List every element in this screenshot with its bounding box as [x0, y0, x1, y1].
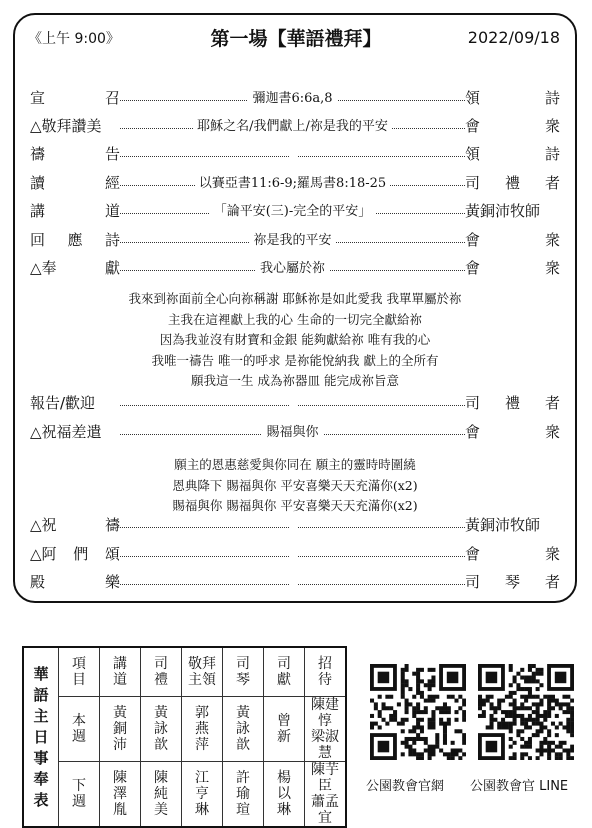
- program-person: 司 禮 者: [465, 174, 560, 192]
- offering-lyrics: [30, 289, 560, 392]
- program-row: [30, 200, 560, 222]
- schedule-cell: 黃詠歆: [223, 697, 264, 762]
- program-person: 會 衆: [465, 231, 560, 249]
- program-label: 禱 告: [30, 145, 120, 163]
- program-content: 賜福與你: [120, 421, 465, 440]
- program-row: [30, 229, 560, 251]
- schedule-header-sermon: 講道: [100, 647, 141, 697]
- service-date: 2022/09/18: [467, 28, 560, 47]
- program-content: 我心屬於祢: [120, 257, 465, 276]
- program-label: △敬拜讚美: [30, 117, 102, 135]
- program-content: 耶穌之名/我們獻上/祢是我的平安: [120, 115, 465, 134]
- program-person: 黃銅沛牧師: [465, 516, 541, 534]
- program-label: 回 應 詩: [30, 231, 120, 249]
- program-content: 「論平安(三)-完全的平安」: [120, 200, 465, 219]
- schedule-header-pianist: 司琴: [223, 647, 264, 697]
- lyric-line: 賜福與你 賜福與你 平安喜樂天天充滿你(x2): [172, 498, 418, 513]
- schedule-cell: 陳澤胤: [100, 762, 141, 828]
- line-qr-caption: 公園教會官 LINE: [470, 779, 569, 794]
- program-person: 黃銅沛牧師: [465, 202, 541, 220]
- program-person: 司 琴 者: [465, 573, 560, 591]
- program-row: [30, 543, 560, 565]
- program-content: [120, 392, 465, 407]
- program-label: 報告/歡迎: [30, 394, 96, 412]
- program-content: [120, 143, 465, 158]
- program-row: [30, 421, 560, 443]
- program-row: [30, 143, 560, 165]
- program-label: △阿 們 頌: [30, 545, 120, 563]
- schedule-cell: 江亨琳: [182, 762, 223, 828]
- schedule-row-this-week: [23, 697, 346, 762]
- program-label: △奉 獻: [30, 259, 120, 277]
- page-title: 第一場【華語禮拜】: [210, 28, 382, 50]
- program-content: [120, 543, 465, 558]
- schedule-cell: 黃銅沛: [100, 697, 141, 762]
- lyric-line: 因為我並沒有財寶和金銀 能夠獻給祢 唯有我的心: [159, 332, 431, 347]
- lyric-line: 我唯一禱告 唯一的呼求 是祢能悅納我 獻上的全所有: [151, 352, 439, 368]
- program-person: 司 禮 者: [465, 394, 560, 412]
- schedule-table: [22, 646, 347, 828]
- program-person: 會 衆: [465, 545, 560, 563]
- lyric-line: 願我這一生 成為祢器皿 能完成祢旨意: [191, 373, 399, 388]
- program-label: 讀 經: [30, 174, 120, 192]
- program-row: [30, 172, 560, 194]
- lyric-line: 恩典降下 賜福與你 平安喜樂天天充滿你(x2): [172, 477, 418, 493]
- lyric-line: 我來到祢面前全心向祢稱謝 耶穌祢是如此愛我 我單單屬於祢: [128, 291, 462, 306]
- website-qr-caption: 公園教會官網: [366, 779, 445, 794]
- program-row: [30, 115, 560, 137]
- program-label: 殿 樂: [30, 573, 120, 591]
- schedule-cell: 陳純美: [141, 762, 182, 828]
- schedule-cell: 黃詠歆: [141, 697, 182, 762]
- schedule-cell: 郭燕萍: [182, 697, 223, 762]
- program-person: 會 衆: [465, 259, 560, 277]
- website-qr-code[interactable]: [370, 664, 466, 760]
- program-label: 講 道: [30, 202, 120, 220]
- lyric-line: 願主的恩惠慈愛與你同在 願主的靈時時圍繞: [174, 457, 416, 472]
- line-qr-code[interactable]: [478, 664, 574, 760]
- blessing-lyrics: [30, 455, 560, 517]
- schedule-header-usher: 招待: [305, 647, 347, 697]
- schedule-cell: 許瑜瑄: [223, 762, 264, 828]
- program-content: [120, 571, 465, 586]
- program-label: △祝 禱: [30, 516, 120, 534]
- program-person: 領 詩: [465, 145, 560, 163]
- lyric-line: 主我在這裡獻上我的心 生命的一切完全獻給祢: [168, 311, 422, 327]
- schedule-cell: 曾新: [264, 697, 305, 762]
- program-content: 以賽亞書11:6-9;羅馬書8:18-25: [120, 172, 465, 191]
- program-label: 宣 召: [30, 89, 120, 107]
- program-row: [30, 87, 560, 109]
- program-person: 會 衆: [465, 117, 560, 135]
- schedule-header-offering: 司獻: [264, 647, 305, 697]
- program-label: △祝福差遣: [30, 423, 102, 441]
- program-row: [30, 392, 560, 414]
- schedule-cell: 陳建惇 梁淑慧: [305, 697, 347, 762]
- schedule-row-next-week: [23, 762, 346, 828]
- schedule-header-worship: 敬拜主領: [182, 647, 223, 697]
- schedule-week-label: 下週: [59, 762, 100, 828]
- schedule-title: 華語主日事奉表: [23, 647, 59, 827]
- schedule-cell: 楊以琳: [264, 762, 305, 828]
- schedule-header-item: 項目: [59, 647, 100, 697]
- program-content: 祢是我的平安: [120, 229, 465, 248]
- service-time: 《上午 9:00》: [28, 31, 120, 47]
- schedule-header-liturgist: 司禮: [141, 647, 182, 697]
- schedule-cell: 陳芋臣 蕭孟宜: [305, 762, 347, 828]
- program-person: 領 詩: [465, 89, 560, 107]
- program-row: [30, 571, 560, 593]
- program-row: [30, 514, 560, 536]
- program-person: 會 衆: [465, 423, 560, 441]
- schedule-week-label: 本週: [59, 697, 100, 762]
- program-content: 彌迦書6:6a,8: [120, 87, 465, 106]
- program-row: [30, 257, 560, 279]
